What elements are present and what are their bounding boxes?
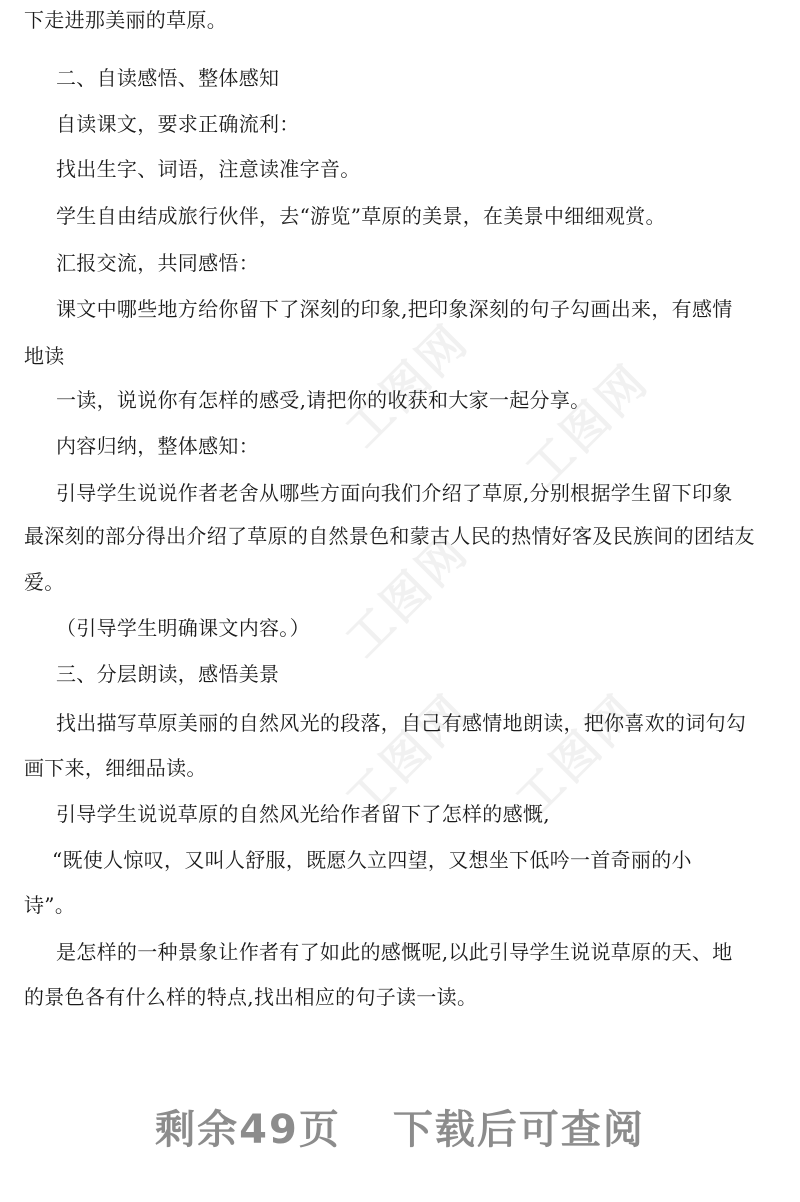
text-line: 汇报交流，共同感悟： [56,251,259,275]
watermark: 工图网 [334,522,480,668]
text-line: 引导学生说说草原的自然风光给作者留下了怎样的感慨, [56,802,550,826]
remaining-pages-text: 剩余49页 [155,1107,341,1153]
text-line: 画下来，细细品读。 [24,756,207,780]
text-line: 的景色各有什么样的特点,找出相应的句子读一读。 [24,985,478,1009]
section-heading: 三、分层朗读，感悟美景 [56,662,280,686]
text-line: 课文中哪些地方给你留下了深刻的印象,把印象深刻的句子勾画出来，有感情 [56,297,733,321]
text-line: 地读 [24,344,65,368]
text-line: （引导学生明确课文内容。） [56,616,310,640]
text-line: 引导学生说说作者老舍从哪些方面向我们介绍了草原,分别根据学生留下印象 [56,481,733,505]
text-line: 是怎样的一种景象让作者有了如此的感慨呢,以此引导学生说说草原的天、地 [56,940,733,964]
remaining-pages-banner[interactable] [0,1098,800,1155]
text-line: 内容归纳，整体感知： [56,434,259,458]
download-to-view-text: 下载后可查阅 [392,1107,645,1153]
text-line: 爱。 [24,570,65,594]
watermark: 工图网 [514,352,660,498]
text-line: 自读课文，要求正确流利： [56,112,300,136]
text-line: 最深刻的部分得出介绍了草原的自然景色和蒙古人民的热情好客及民族间的团结友 [24,524,755,548]
text-line: 一读，说说你有怎样的感受,请把你的收获和大家一起分享。 [56,388,591,412]
text-line: 学生自由结成旅行伙伴，去“游览”草原的美景，在美景中细细观赏。 [56,204,666,228]
text-line: 下走进那美丽的草原。 [24,8,227,32]
watermark: 工图网 [334,312,480,458]
text-line: 找出生字、词语，注意读准字音。 [56,157,361,181]
quote-line: 诗”。 [24,893,76,917]
watermark: 工图网 [334,682,480,828]
section-heading: 二、自读感悟、整体感知 [56,66,280,90]
text-line: 找出描写草原美丽的自然风光的段落，自己有感情地朗读，把你喜欢的词句勾 [56,711,747,735]
watermark: 工图网 [504,682,650,828]
quote-line: “既使人惊叹，又叫人舒服，既愿久立四望，又想坐下低吟一首奇丽的小 [52,848,692,872]
